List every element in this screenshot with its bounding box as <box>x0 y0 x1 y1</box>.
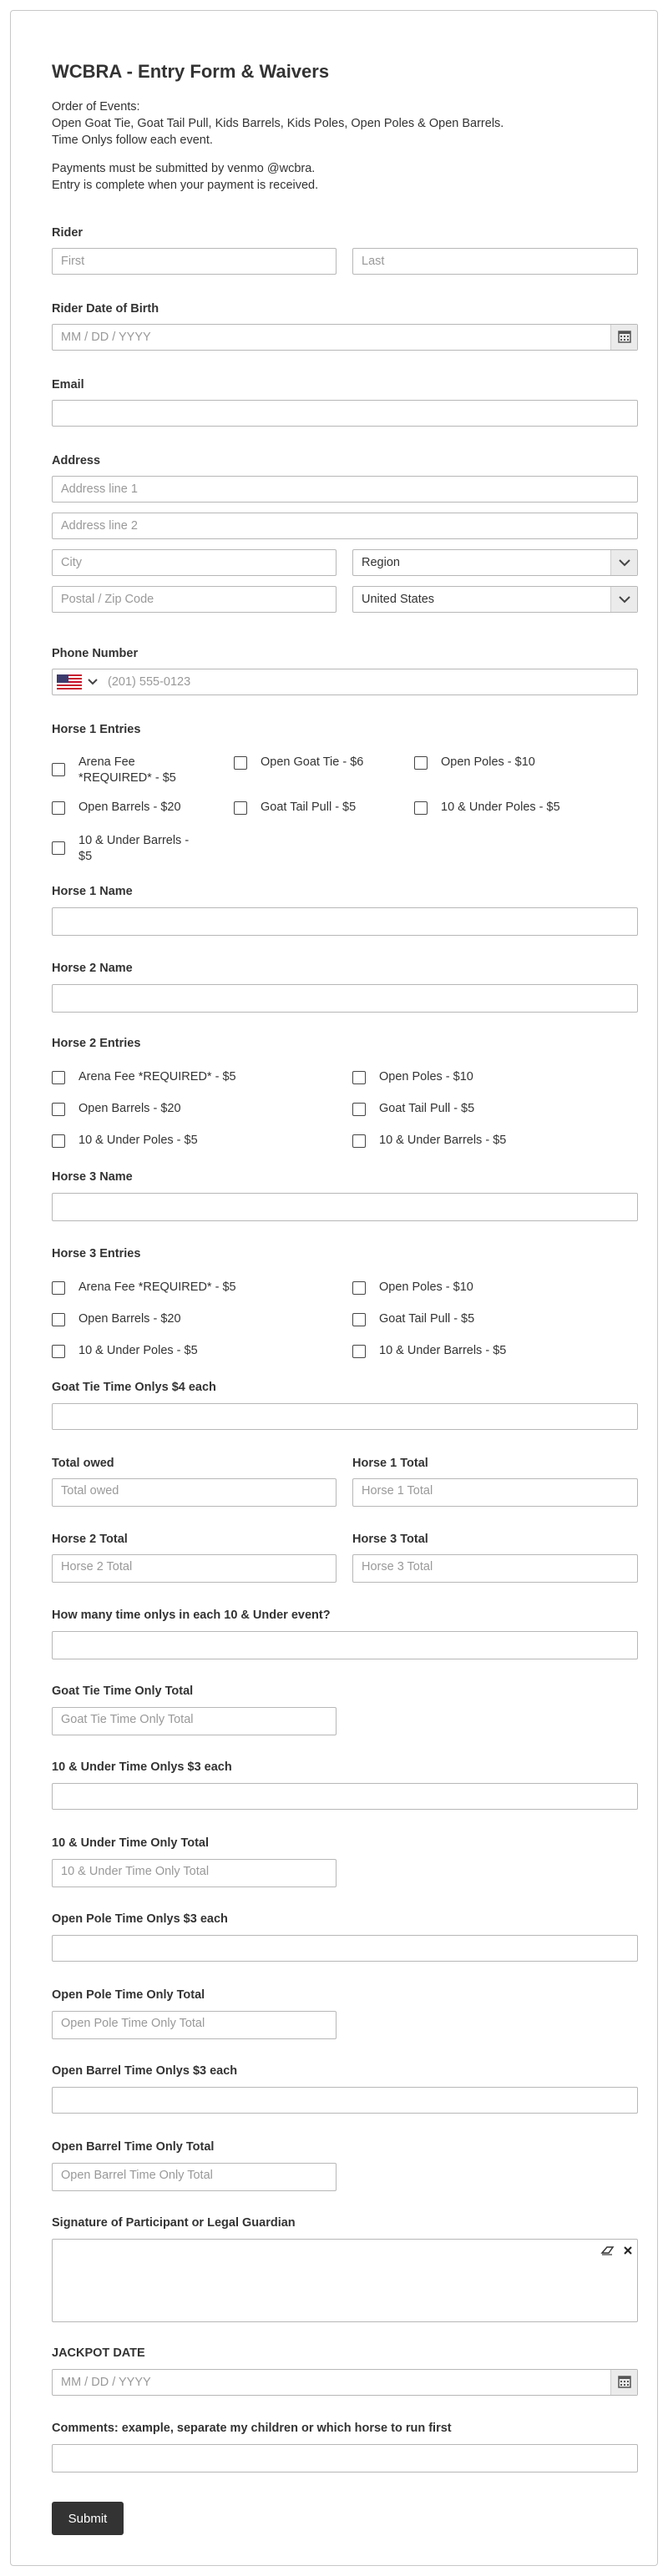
signature-pad[interactable] <box>52 2239 638 2322</box>
checkbox[interactable] <box>52 1134 65 1148</box>
under10-total-input[interactable] <box>52 1859 337 1887</box>
checkbox-label: Goat Tail Pull - $5 <box>379 1312 475 1326</box>
checkbox-label: 10 & Under Poles - $5 <box>78 1134 198 1147</box>
checkbox[interactable] <box>52 1313 65 1326</box>
checkbox[interactable] <box>52 1071 65 1084</box>
checkbox-label: 10 & Under Poles - $5 <box>441 801 560 814</box>
horse3-total-input[interactable] <box>352 1554 638 1583</box>
comments-input[interactable] <box>52 2444 638 2472</box>
horse2-entries-label: Horse 2 Entries <box>52 1037 141 1050</box>
horse3-total-label: Horse 3 Total <box>352 1533 428 1546</box>
region-select[interactable] <box>352 549 638 576</box>
intro-line: Payments must be submitted by venmo @wcbra. <box>52 162 316 175</box>
checkbox-label: 10 & Under Barrels - $5 <box>78 834 190 863</box>
horse2-option-goat-tail[interactable] <box>352 1101 636 1134</box>
submit-button[interactable]: Submit <box>52 2502 124 2535</box>
open-barrel-total-label: Open Barrel Time Only Total <box>52 2140 215 2154</box>
horse3-option-under10-barrels[interactable] <box>352 1343 636 1376</box>
horse2-option-arena-fee[interactable] <box>52 1069 336 1103</box>
chevron-down-icon <box>611 550 638 575</box>
phone-input[interactable] <box>52 669 638 695</box>
horse2-total-label: Horse 2 Total <box>52 1533 128 1546</box>
intro-line: Entry is complete when your payment is received. <box>52 179 319 192</box>
checkbox-label: Open Barrels - $20 <box>78 1312 181 1326</box>
horse3-name-label: Horse 3 Name <box>52 1170 133 1184</box>
open-pole-total-input[interactable] <box>52 2011 337 2039</box>
postal-code-input[interactable] <box>52 586 337 613</box>
email-input[interactable] <box>52 400 638 427</box>
horse1-name-label: Horse 1 Name <box>52 885 133 898</box>
checkbox[interactable] <box>52 1103 65 1116</box>
horse3-option-open-poles[interactable] <box>352 1280 636 1313</box>
checkbox-label: Arena Fee *REQUIRED* - $5 <box>78 1280 236 1294</box>
intro-line: Order of Events: <box>52 100 140 114</box>
phone-label: Phone Number <box>52 647 139 660</box>
phone-field <box>52 669 638 695</box>
last-name-input[interactable] <box>352 248 638 275</box>
horse2-option-under10-poles[interactable] <box>52 1133 336 1166</box>
country-dropdown-button[interactable] <box>610 587 637 612</box>
goat-tie-time-onlys-input[interactable] <box>52 1403 638 1430</box>
comments-label: Comments: example, separate my children or which horse to run first <box>52 2422 452 2435</box>
calendar-icon <box>611 2370 638 2395</box>
close-icon[interactable] <box>622 2245 634 2256</box>
open-pole-total-label: Open Pole Time Only Total <box>52 1988 205 2002</box>
horse3-option-goat-tail[interactable] <box>352 1311 636 1345</box>
open-barrel-total-input[interactable] <box>52 2163 337 2191</box>
checkbox-label: Goat Tail Pull - $5 <box>261 801 357 814</box>
goat-tie-total-label: Goat Tie Time Only Total <box>52 1685 194 1698</box>
calendar-icon <box>611 325 638 350</box>
checkbox-label: Open Poles - $10 <box>379 1280 473 1294</box>
checkbox[interactable] <box>414 756 428 770</box>
checkbox-label: 10 & Under Barrels - $5 <box>379 1344 507 1357</box>
intro-line: Time Onlys follow each event. <box>52 134 213 147</box>
calendar-button[interactable] <box>610 2370 637 2395</box>
eraser-icon[interactable] <box>600 2245 615 2256</box>
under10-total-label: 10 & Under Time Only Total <box>52 1836 210 1850</box>
country-select[interactable] <box>352 586 638 613</box>
checkbox[interactable] <box>52 1345 65 1358</box>
horse1-option-goat-tail[interactable] <box>234 800 401 833</box>
checkbox[interactable] <box>414 801 428 815</box>
horse2-name-input[interactable] <box>52 984 638 1013</box>
horse3-option-under10-poles[interactable] <box>52 1343 336 1376</box>
checkbox-label: Open Goat Tie - $6 <box>261 755 364 769</box>
dob-input[interactable] <box>52 324 638 351</box>
open-barrel-time-onlys-label: Open Barrel Time Onlys $3 each <box>52 2064 238 2078</box>
checkbox-label: Open Barrels - $20 <box>78 801 181 814</box>
horse1-total-label: Horse 1 Total <box>352 1457 428 1470</box>
horse1-option-under10-barrels[interactable] <box>52 833 219 866</box>
checkbox[interactable] <box>52 763 65 776</box>
checkbox-label: Open Poles - $10 <box>379 1070 473 1083</box>
form-title: WCBRA - Entry Form & Waivers <box>52 61 330 82</box>
horse3-entries-label: Horse 3 Entries <box>52 1247 141 1260</box>
horse1-total-input[interactable] <box>352 1478 638 1507</box>
horse1-entries-label: Horse 1 Entries <box>52 723 141 736</box>
goat-tie-time-onlys-label: Goat Tie Time Onlys $4 each <box>52 1381 216 1394</box>
city-input[interactable] <box>52 549 337 576</box>
checkbox[interactable] <box>352 1103 366 1116</box>
horse2-option-open-poles[interactable] <box>352 1069 636 1103</box>
checkbox-label: 10 & Under Barrels - $5 <box>379 1134 507 1147</box>
horse3-name-input[interactable] <box>52 1193 638 1221</box>
horse1-option-open-poles[interactable] <box>414 755 631 788</box>
horse2-total-input[interactable] <box>52 1554 337 1583</box>
checkbox-label: Arena Fee *REQUIRED* - $5 <box>78 1070 236 1083</box>
address-label: Address <box>52 454 101 467</box>
horse3-option-open-barrels[interactable] <box>52 1311 336 1345</box>
signature-label: Signature of Participant or Legal Guardian <box>52 2216 296 2230</box>
horse2-option-open-barrels[interactable] <box>52 1101 336 1134</box>
under10-time-onlys-input[interactable] <box>52 1783 638 1810</box>
open-pole-time-onlys-input[interactable] <box>52 1935 638 1962</box>
jackpot-date-label: JACKPOT DATE <box>52 2346 145 2360</box>
under10-count-input[interactable] <box>52 1631 638 1659</box>
email-label: Email <box>52 378 84 391</box>
country-value: United States <box>362 593 435 606</box>
country-code-selector[interactable] <box>57 674 100 689</box>
address-line1-input[interactable] <box>52 476 638 503</box>
form-container <box>10 10 658 2566</box>
address-line2-input[interactable] <box>52 513 638 539</box>
checkbox[interactable] <box>352 1345 366 1358</box>
horse2-option-under10-barrels[interactable] <box>352 1133 636 1166</box>
jackpot-date-input[interactable] <box>52 2369 638 2396</box>
region-value: Region <box>362 556 400 569</box>
checkbox-label: Open Barrels - $20 <box>78 1102 181 1115</box>
jackpot-date-field <box>52 2369 638 2396</box>
goat-tie-total-input[interactable] <box>52 1707 337 1735</box>
checkbox[interactable] <box>352 1281 366 1295</box>
checkbox-label: Open Poles - $10 <box>441 755 535 769</box>
intro-line: Open Goat Tie, Goat Tail Pull, Kids Barrels, Kids Poles, Open Poles & Open Barrels. <box>52 117 504 130</box>
checkbox-label: Goat Tail Pull - $5 <box>379 1102 475 1115</box>
under10-time-onlys-label: 10 & Under Time Onlys $3 each <box>52 1760 232 1774</box>
checkbox[interactable] <box>234 801 247 815</box>
open-barrel-time-onlys-input[interactable] <box>52 2087 638 2114</box>
checkbox[interactable] <box>352 1313 366 1326</box>
horse2-name-label: Horse 2 Name <box>52 962 133 975</box>
open-pole-time-onlys-label: Open Pole Time Onlys $3 each <box>52 1912 228 1926</box>
dob-label: Rider Date of Birth <box>52 302 159 316</box>
under10-count-label: How many time onlys in each 10 & Under event? <box>52 1609 331 1622</box>
horse3-option-arena-fee[interactable] <box>52 1280 336 1313</box>
horse1-name-input[interactable] <box>52 907 638 936</box>
region-dropdown-button[interactable] <box>610 550 637 575</box>
checkbox[interactable] <box>352 1134 366 1148</box>
horse1-option-open-barrels[interactable] <box>52 800 219 833</box>
total-owed-label: Total owed <box>52 1457 114 1470</box>
horse1-option-arena-fee[interactable] <box>52 755 219 788</box>
checkbox[interactable] <box>234 756 247 770</box>
rider-label: Rider <box>52 226 84 240</box>
checkbox[interactable] <box>52 841 65 855</box>
horse1-option-goat-tie[interactable] <box>234 755 401 788</box>
calendar-button[interactable] <box>610 325 637 350</box>
checkbox[interactable] <box>52 801 65 815</box>
total-owed-input[interactable] <box>52 1478 337 1507</box>
dob-field <box>52 324 638 351</box>
checkbox[interactable] <box>52 1281 65 1295</box>
first-name-input[interactable] <box>52 248 337 275</box>
checkbox-label: Arena Fee *REQUIRED* - $5 <box>78 755 176 785</box>
checkbox-label: 10 & Under Poles - $5 <box>78 1344 198 1357</box>
us-flag-icon <box>57 674 82 689</box>
chevron-down-icon <box>611 587 638 612</box>
chevron-down-icon <box>87 674 99 689</box>
form-intro <box>52 98 638 194</box>
horse1-option-under10-poles[interactable] <box>414 800 631 833</box>
checkbox[interactable] <box>352 1071 366 1084</box>
